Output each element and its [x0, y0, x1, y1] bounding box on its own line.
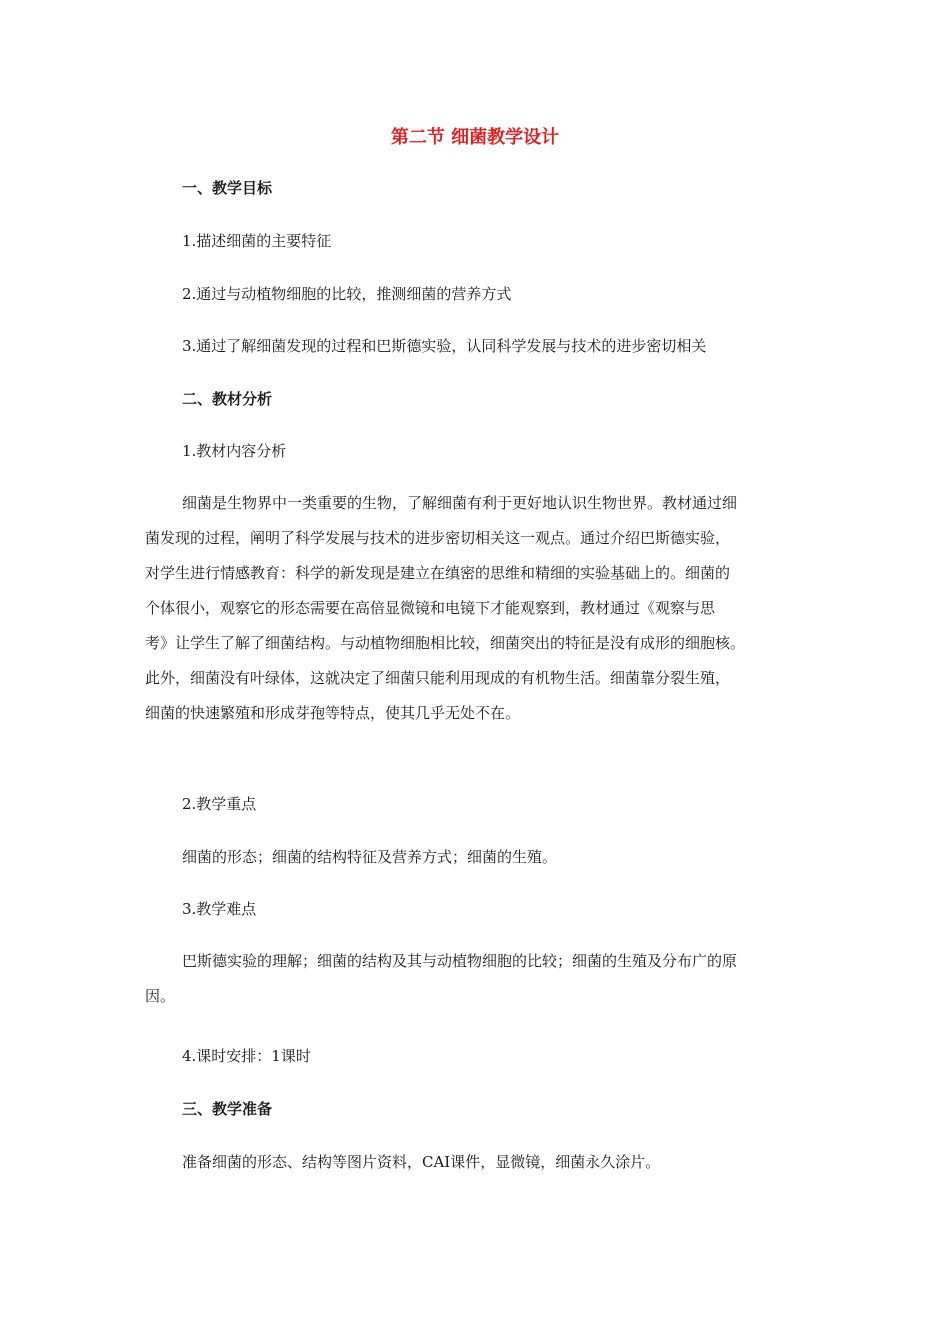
section-heading-analysis: 二、教材分析: [182, 390, 273, 408]
analysis-paragraph: [145, 486, 810, 731]
class-hours: 4.课时安排：1课时: [182, 1047, 311, 1065]
objective-item-3: 3.通过了解细菌发现的过程和巴斯德实验，认同科学发展与技术的进步密切相关: [182, 337, 707, 355]
key-points-text: 细菌的形态；细菌的结构特征及营养方式；细菌的生殖。: [182, 848, 558, 866]
analysis-line: 细菌是生物界中一类重要的生物，了解细菌有利于更好地认识生物世界。教材通过细: [182, 494, 738, 512]
difficulty-line: 因。: [145, 987, 176, 1005]
analysis-line: 细菌的快速繁殖和形成芽孢等特点，使其几乎无处不在。: [145, 704, 521, 722]
document-title: 第二节 细菌教学设计: [390, 127, 560, 148]
objective-item-2: 2.通过与动植物细胞的比较，推测细菌的营养方式: [182, 285, 512, 303]
objective-item-1: 1.描述细菌的主要特征: [182, 232, 332, 250]
analysis-line: 个体很小，观察它的形态需要在高倍显微镜和电镜下才能观察到，教材通过《观察与思: [145, 599, 716, 617]
analysis-line: 此外，细菌没有叶绿体，这就决定了细菌只能利用现成的有机物生活。细菌靠分裂生殖，: [145, 669, 731, 687]
subheading-difficulties: 3.教学难点: [182, 900, 257, 918]
analysis-line: 考》让学生了解了细菌结构。与动植物细胞相比较，细菌突出的特征是没有成形的细胞核。: [145, 634, 746, 652]
section-heading-objectives: 一、教学目标: [182, 179, 273, 197]
subheading-content-analysis: 1.教材内容分析: [182, 442, 287, 460]
analysis-line: 菌发现的过程，阐明了科学发展与技术的进步密切相关这一观点。通过介绍巴斯德实验，: [145, 529, 731, 547]
preparation-text: 准备细菌的形态、结构等图片资料，CAI课件，显微镜，细菌永久涂片。: [182, 1153, 661, 1171]
difficulty-line: 巴斯德实验的理解；细菌的结构及其与动植物细胞的比较；细菌的生殖及分布广的原: [182, 952, 738, 970]
subheading-key-points: 2.教学重点: [182, 795, 257, 813]
section-heading-preparation: 三、教学准备: [182, 1100, 273, 1118]
difficulty-paragraph: [145, 944, 810, 1014]
analysis-line: 对学生进行情感教育：科学的新发现是建立在缜密的思维和精细的实验基础上的。细菌的: [145, 564, 731, 582]
